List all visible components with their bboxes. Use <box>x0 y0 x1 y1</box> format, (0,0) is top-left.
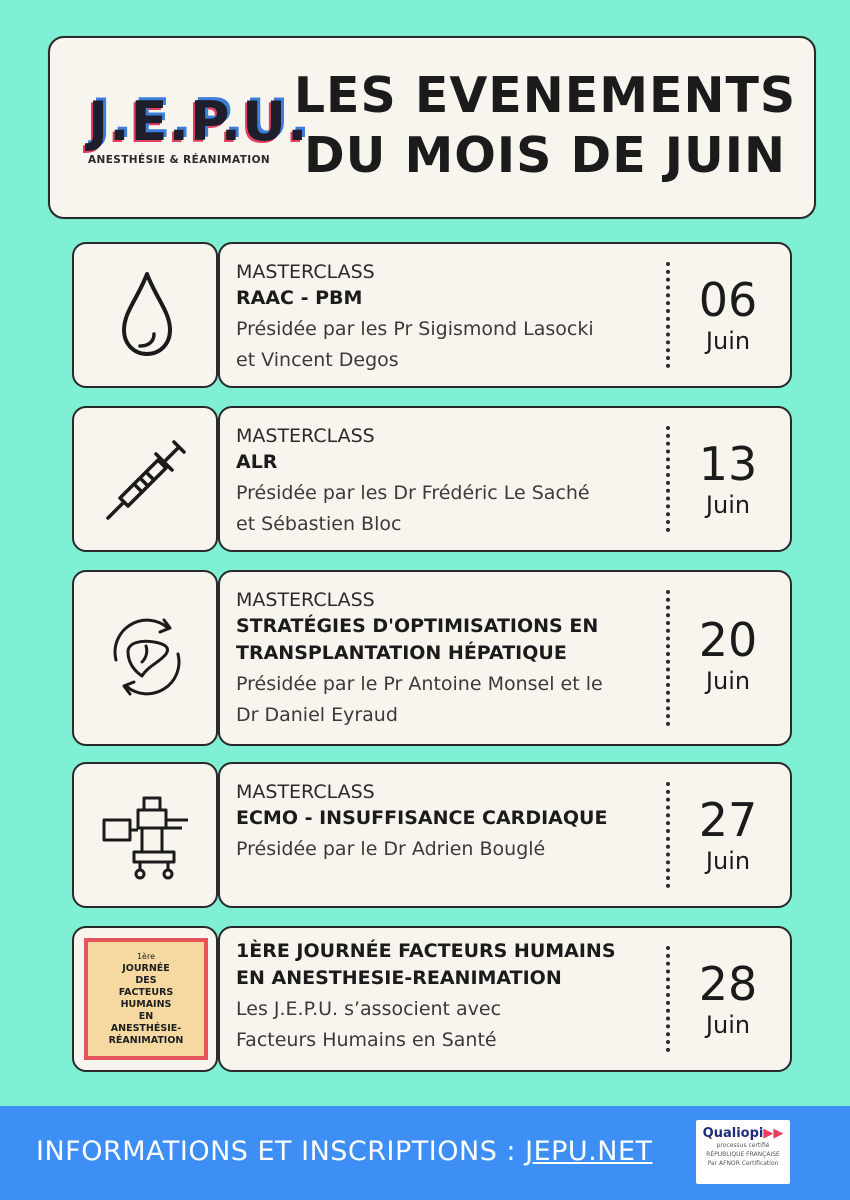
header-card <box>48 36 816 219</box>
qualiopi-badge: Qualiopi▶▶ processus certifié RÉPUBLIQUE FRANÇAISE Par AFNOR Certification <box>696 1120 790 1184</box>
event-icon-stub <box>72 406 218 552</box>
dotted-separator <box>666 782 670 888</box>
website-link[interactable]: JEPU.NET <box>525 1136 653 1167</box>
event-month: Juin <box>705 667 751 695</box>
event-title: 1ÈRE JOURNÉE FACTEURS HUMAINS EN ANESTHESIE-REANIMATION <box>236 940 616 989</box>
ecmo-machine-icon <box>102 790 192 880</box>
event-poster-image: 1ère JOURNÉE DES FACTEURS HUMAINS EN ANESTHÉSIE- RÉANIMATION <box>84 938 208 1060</box>
event-row-28[interactable] <box>72 926 792 1072</box>
event-month: Juin <box>705 491 751 519</box>
event-title: ECMO - INSUFFISANCE CARDIAQUE <box>236 807 608 829</box>
event-card <box>218 926 792 1072</box>
blood-drop-icon <box>102 268 192 358</box>
dotted-separator <box>666 262 670 368</box>
event-month: Juin <box>705 327 751 355</box>
footer-info: INFORMATIONS ET INSCRIPTIONS : JEPU.NET <box>36 1136 653 1167</box>
event-card <box>218 570 792 746</box>
event-day: 28 <box>698 957 758 1011</box>
event-month: Juin <box>705 1011 751 1039</box>
event-month: Juin <box>705 847 751 875</box>
qualiopi-logo: Qualiopi▶▶ <box>702 1126 784 1141</box>
event-icon-stub <box>72 762 218 908</box>
event-description: Présidée par le Pr Antoine Monsel et le Dr Daniel Eyraud <box>236 673 603 726</box>
event-icon-stub <box>72 570 218 746</box>
event-day: 20 <box>698 613 758 667</box>
event-date <box>676 438 780 520</box>
event-title: STRATÉGIES D'OPTIMISATIONS EN TRANSPLANTATION HÉPATIQUE <box>236 615 599 664</box>
page-title: LES EVENEMENTS DU MOIS DE JUIN <box>293 67 797 184</box>
event-date <box>676 274 780 356</box>
event-date <box>676 614 780 696</box>
event-row-13[interactable] <box>72 406 792 552</box>
event-day: 27 <box>698 793 758 847</box>
logo-letters: J.E.P.U. <box>88 90 309 153</box>
event-icon-stub <box>72 242 218 388</box>
dotted-separator <box>666 426 670 532</box>
dotted-separator <box>666 590 670 726</box>
event-description: Présidée par les Dr Frédéric Le Saché et Sébastien Bloc <box>236 482 590 535</box>
event-row-06[interactable] <box>72 242 792 388</box>
event-kind: MASTERCLASS <box>236 425 375 447</box>
event-poster-stub <box>72 926 218 1072</box>
event-card <box>218 762 792 908</box>
event-kind: MASTERCLASS <box>236 589 375 611</box>
syringe-icon <box>102 432 192 522</box>
event-description: Les J.E.P.U. s’associent avec Facteurs Humains en Santé <box>236 998 502 1051</box>
dotted-separator <box>666 946 670 1052</box>
event-kind: MASTERCLASS <box>236 781 375 803</box>
event-description: Présidée par les Pr Sigismond Lasocki et Vincent Degos <box>236 318 594 371</box>
event-row-27[interactable] <box>72 762 792 908</box>
logo-subtitle: ANESTHÉSIE & RÉANIMATION <box>88 154 271 166</box>
event-card <box>218 406 792 552</box>
event-kind: MASTERCLASS <box>236 261 375 283</box>
event-title: ALR <box>236 451 278 473</box>
event-date <box>676 794 780 876</box>
liver-transplant-icon <box>102 612 192 702</box>
footer-bar <box>0 1106 850 1200</box>
event-day: 13 <box>698 437 758 491</box>
event-card <box>218 242 792 388</box>
event-date <box>676 958 780 1040</box>
event-title: RAAC - PBM <box>236 287 363 309</box>
jepu-logo[interactable] <box>88 90 309 166</box>
event-day: 06 <box>698 273 758 327</box>
event-row-20[interactable] <box>72 570 792 746</box>
event-description: Présidée par le Dr Adrien Bouglé <box>236 838 546 860</box>
